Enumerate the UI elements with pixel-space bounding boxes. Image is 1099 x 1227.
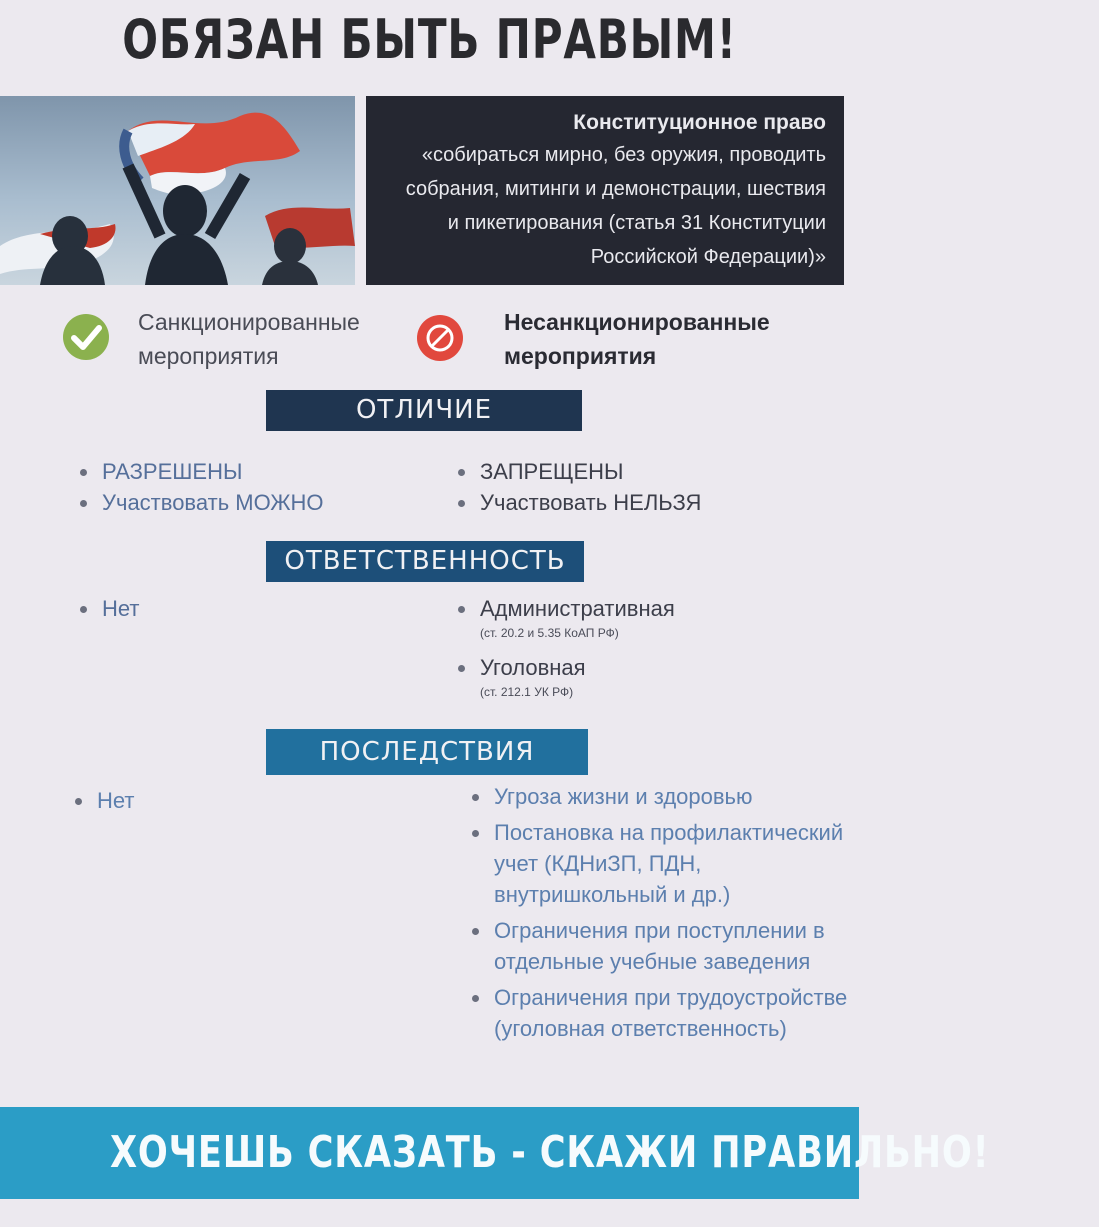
flags-illustration xyxy=(0,96,355,285)
quote-line: Российской Федерации)» xyxy=(590,246,826,268)
sanctioned-consequences-list xyxy=(75,785,134,816)
sanctioned-label: Санкционированные мероприятия xyxy=(138,309,360,369)
list-item: Уголовная (ст. 212.1 УК РФ) xyxy=(458,652,675,701)
law-reference: (ст. 20.2 и 5.35 КоАП РФ) xyxy=(480,626,619,640)
protest-flags-photo xyxy=(0,96,355,285)
section-heading-difference: ОТЛИЧИЕ xyxy=(266,390,582,431)
list-item: Ограничения при трудоустройстве (уголовная ответственность) xyxy=(472,982,847,1044)
list-item: ЗАПРЕЩЕНЫ xyxy=(458,456,701,487)
list-item: Постановка на профилактический учет (КДНиЗП, ПДН, внутришкольный и др.) xyxy=(472,817,847,910)
unsanctioned-responsibility-list xyxy=(458,593,675,711)
list-item: РАЗРЕШЕНЫ xyxy=(80,456,324,487)
sanctioned-responsibility-list xyxy=(80,593,139,624)
prohibited-icon xyxy=(417,315,463,361)
sanctioned-difference-list xyxy=(80,456,324,518)
unsanctioned-label: Несанкционированные мероприятия xyxy=(504,309,770,369)
list-item: Угроза жизни и здоровью xyxy=(472,781,847,812)
quote-heading: Конституционное право xyxy=(573,111,826,134)
unsanctioned-difference-list xyxy=(458,456,701,518)
quote-line: собрания, митинги и демонстрации, шествия xyxy=(405,178,826,200)
footer-slogan: ХОЧЕШЬ СКАЗАТЬ - СКАЖИ ПРАВИЛЬНО! xyxy=(109,1127,990,1178)
list-item: Участвовать МОЖНО xyxy=(80,487,324,518)
footer-slogan-banner xyxy=(0,1107,990,1199)
section-heading-consequences: ПОСЛЕДСТВИЯ xyxy=(266,729,588,775)
list-item: Участвовать НЕЛЬЗЯ xyxy=(458,487,701,518)
unsanctioned-consequences-list xyxy=(472,781,847,1044)
list-item: Нет xyxy=(80,593,139,624)
law-reference: (ст. 212.1 УК РФ) xyxy=(480,685,574,699)
quote-line: и пикетирования (статья 31 Конституции xyxy=(447,212,826,234)
list-item: Административная (ст. 20.2 и 5.35 КоАП РФ) xyxy=(458,593,675,642)
list-item: Ограничения при поступлении в отдельные учебные заведения xyxy=(472,915,847,977)
quote-line: «собираться мирно, без оружия, проводить xyxy=(421,144,826,166)
page-title: ОБЯЗАН БЫТЬ ПРАВЫМ! xyxy=(122,8,737,71)
list-item: Нет xyxy=(75,785,134,816)
constitution-quote-box xyxy=(366,96,844,285)
section-heading-responsibility: ОТВЕТСТВЕННОСТЬ xyxy=(266,541,584,582)
checkmark-icon xyxy=(63,314,109,360)
